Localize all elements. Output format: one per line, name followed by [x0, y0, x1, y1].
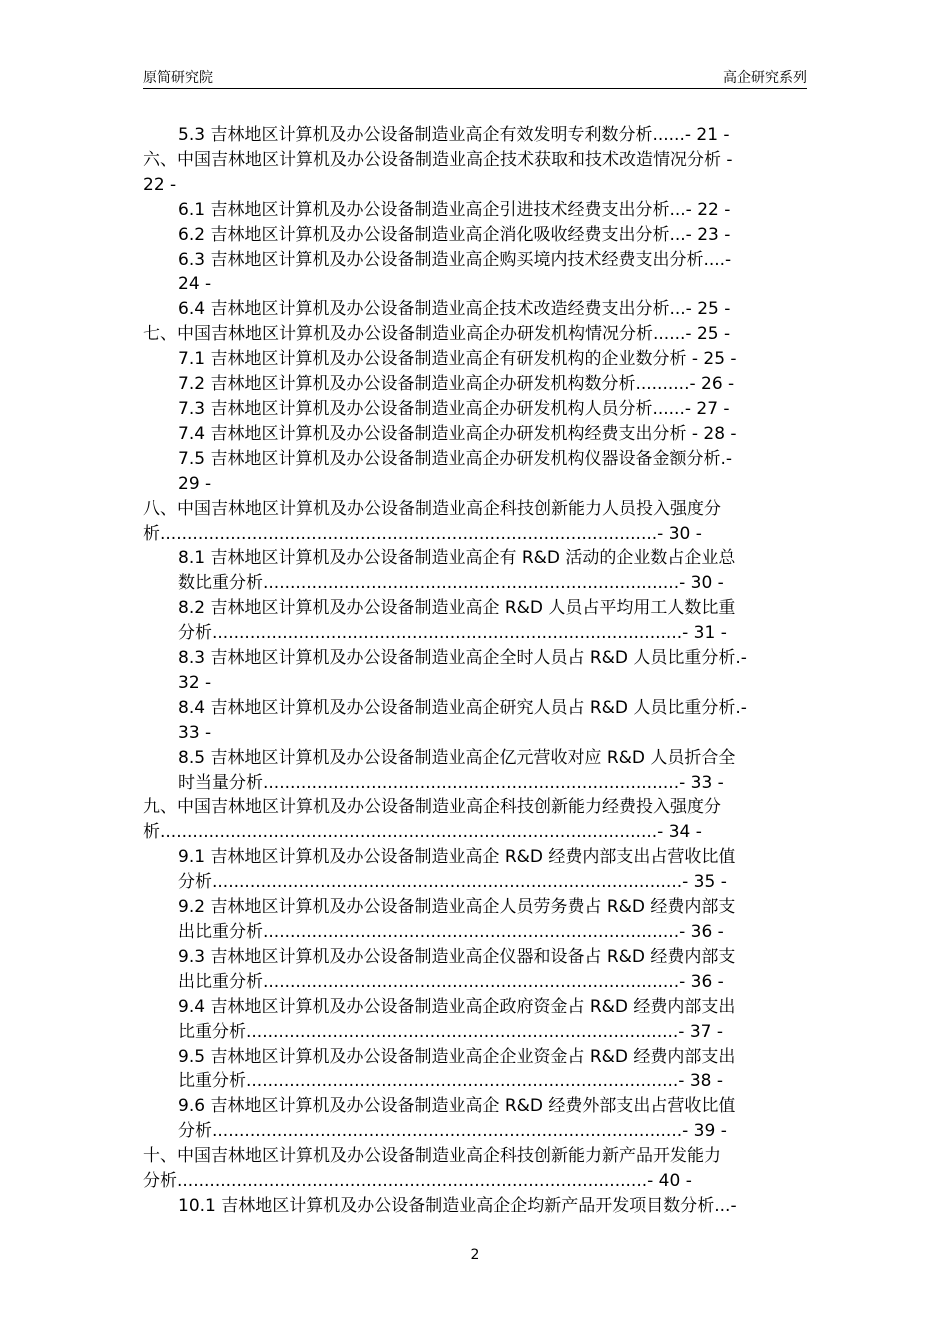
toc-line[interactable]: 比重分析................................................................................- 37 - [178, 1021, 724, 1042]
toc-line[interactable]: 5.3 吉林地区计算机及办公设备制造业高企有效发明专利数分析......- 21 - [178, 125, 730, 145]
toc-line[interactable]: 22 - [143, 174, 177, 195]
toc-line[interactable]: 6.4 吉林地区计算机及办公设备制造业高企技术改造经费支出分析...- 25 - [178, 299, 731, 320]
toc-line[interactable]: 比重分析................................................................................- 38 - [178, 1071, 724, 1092]
toc-line[interactable]: 9.5 吉林地区计算机及办公设备制造业高企企业资金占 R&D 经费内部支出 [178, 1046, 736, 1067]
toc-line[interactable]: 九、中国吉林地区计算机及办公设备制造业高企科技创新能力经费投入强度分 [143, 797, 721, 818]
toc-line[interactable]: 7.5 吉林地区计算机及办公设备制造业高企办研发机构仪器设备金额分析.- [178, 448, 732, 469]
toc-line[interactable]: 7.1 吉林地区计算机及办公设备制造业高企有研发机构的企业数分析 - 25 - [178, 349, 737, 370]
toc-line[interactable]: 分析.......................................................................................- 40 - [143, 1171, 692, 1192]
toc-line[interactable]: 十、中国吉林地区计算机及办公设备制造业高企科技创新能力新产品开发能力 [143, 1146, 721, 1167]
toc-line[interactable]: 33 - [178, 722, 212, 743]
header-right-text: 高企研究系列 [723, 70, 807, 86]
header-left-text: 原简研究院 [143, 70, 213, 86]
toc-line[interactable]: 时当量分析.............................................................................- 33 - [178, 772, 724, 793]
toc-line[interactable]: 32 - [178, 672, 212, 693]
toc-line[interactable]: 9.3 吉林地区计算机及办公设备制造业高企仪器和设备占 R&D 经费内部支 [178, 946, 736, 967]
toc-line[interactable]: 8.1 吉林地区计算机及办公设备制造业高企有 R&D 活动的企业数占企业总 [178, 548, 736, 569]
toc-line[interactable]: 8.4 吉林地区计算机及办公设备制造业高企研究人员占 R&D 人员比重分析.- [178, 697, 747, 718]
toc-line[interactable]: 8.3 吉林地区计算机及办公设备制造业高企全时人员占 R&D 人员比重分析.- [178, 648, 747, 669]
toc-line[interactable]: 6.1 吉林地区计算机及办公设备制造业高企引进技术经费支出分析...- 22 - [178, 199, 731, 220]
toc-line[interactable]: 24 - [178, 274, 212, 295]
toc-line[interactable]: 7.4 吉林地区计算机及办公设备制造业高企办研发机构经费支出分析 - 28 - [178, 423, 737, 444]
toc-line[interactable]: 分析.......................................................................................- 31 - [178, 623, 727, 644]
toc-line[interactable]: 七、中国吉林地区计算机及办公设备制造业高企办研发机构情况分析......- 25 - [143, 324, 731, 345]
toc-line[interactable]: 分析.......................................................................................- 35 - [178, 872, 727, 893]
toc-line[interactable]: 出比重分析.............................................................................- 36 - [178, 922, 724, 942]
toc-line[interactable]: 出比重分析.............................................................................- 36 - [178, 971, 724, 992]
toc-line[interactable]: 8.2 吉林地区计算机及办公设备制造业高企 R&D 人员占平均用工人数比重 [178, 598, 736, 619]
toc-line[interactable]: 9.1 吉林地区计算机及办公设备制造业高企 R&D 经费内部支出占营收比值 [178, 847, 736, 868]
toc-line[interactable]: 10.1 吉林地区计算机及办公设备制造业高企企均新产品开发项目数分析...- [178, 1195, 737, 1216]
toc-line[interactable]: 8.5 吉林地区计算机及办公设备制造业高企亿元营收对应 R&D 人员折合全 [178, 747, 736, 768]
toc-line[interactable]: 六、中国吉林地区计算机及办公设备制造业高企技术获取和技术改造情况分析 - [143, 149, 733, 170]
toc-line[interactable]: 分析.......................................................................................- 39 - [178, 1121, 727, 1142]
toc-line[interactable]: 6.2 吉林地区计算机及办公设备制造业高企消化吸收经费支出分析...- 23 - [178, 224, 731, 245]
toc-line[interactable]: 9.6 吉林地区计算机及办公设备制造业高企 R&D 经费外部支出占营收比值 [178, 1096, 736, 1117]
table-of-contents [143, 123, 807, 1219]
toc-line[interactable]: 析............................................................................................- 34 - [143, 822, 702, 843]
toc-line[interactable]: 6.3 吉林地区计算机及办公设备制造业高企购买境内技术经费支出分析....- [178, 249, 732, 270]
toc-line[interactable]: 9.2 吉林地区计算机及办公设备制造业高企人员劳务费占 R&D 经费内部支 [178, 897, 736, 918]
toc-line[interactable]: 9.4 吉林地区计算机及办公设备制造业高企政府资金占 R&D 经费内部支出 [178, 996, 736, 1017]
toc-line[interactable]: 29 - [178, 473, 212, 494]
toc-line[interactable]: 八、中国吉林地区计算机及办公设备制造业高企科技创新能力人员投入强度分 [143, 498, 721, 519]
page-header [143, 68, 807, 89]
toc-line[interactable]: 析............................................................................................- 30 - [143, 523, 702, 544]
page-number: 2 [470, 1247, 480, 1263]
toc-line[interactable]: 7.2 吉林地区计算机及办公设备制造业高企办研发机构数分析..........- 26 - [178, 374, 735, 395]
toc-line[interactable]: 7.3 吉林地区计算机及办公设备制造业高企办研发机构人员分析......- 27 - [178, 398, 730, 419]
toc-line[interactable]: 数比重分析.............................................................................- 30 - [178, 573, 724, 594]
